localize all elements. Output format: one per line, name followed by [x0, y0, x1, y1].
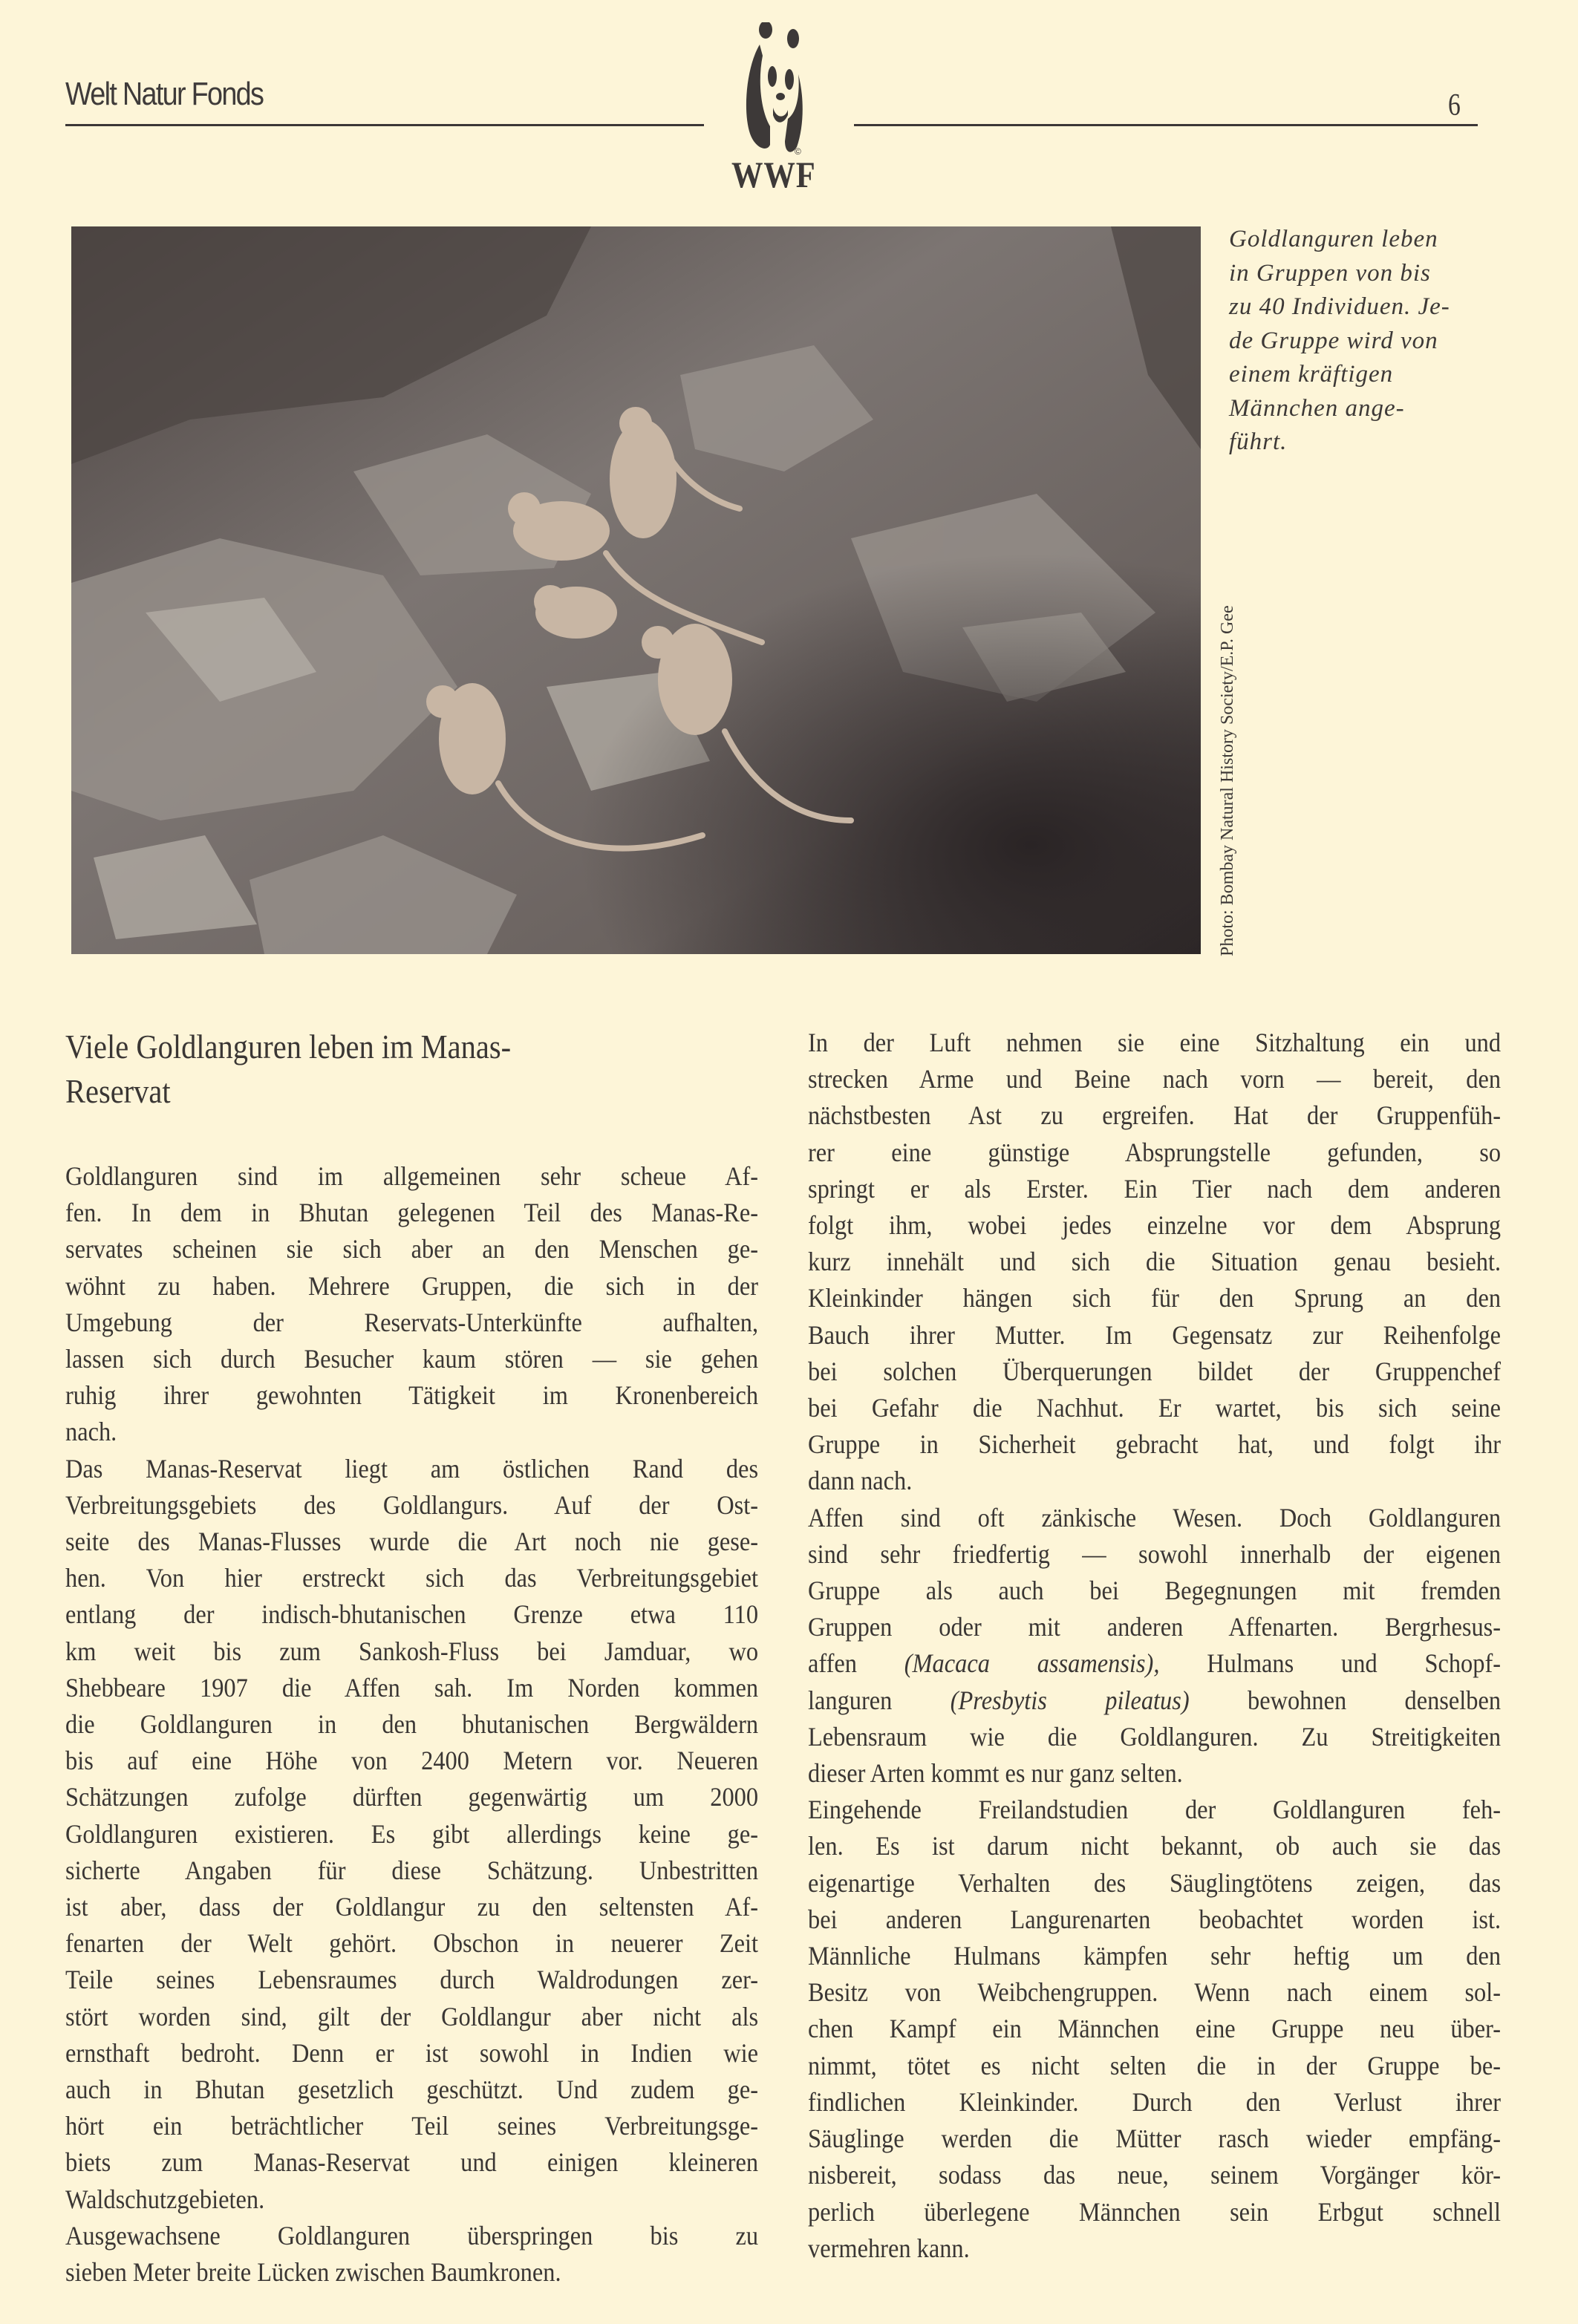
panda-icon	[717, 22, 843, 156]
svg-text:©: ©	[795, 146, 801, 156]
text-line: In der Luft nehmen sie eine Sitzhaltung ein und	[808, 1028, 1502, 1057]
text-line: hen. Von hier erstreckt sich das Verbreitungsgebiet	[65, 1563, 759, 1593]
text-line: ernsthaft bedroht. Denn er ist sowohl in Indien wie	[65, 2037, 759, 2068]
text-line: folgt ihm, wobei jedes einzelne vor dem Absprung	[808, 1210, 1502, 1241]
photo-image	[71, 226, 1201, 954]
text-line: hört ein beträchtlicher Teil seines Verbreitungsge-	[65, 2111, 759, 2141]
text-line: Kleinkinder hängen sich für den Sprung an den	[808, 1283, 1502, 1313]
caption-line: zu 40 Individuen. Je-	[1229, 293, 1450, 320]
langur-photo	[71, 226, 1201, 954]
text-line: km weit bis zum Sankosh-Fluss bei Jamduar, wo	[65, 1636, 759, 1666]
text-line: entlang der indisch-bhutanischen Grenze etwa 110	[65, 1599, 759, 1630]
text-line: springt er als Erster. Ein Tier nach dem anderen	[808, 1173, 1502, 1204]
text-line: affen (Macaca assamensis), Hulmans und Schopf-	[808, 1648, 1502, 1679]
text-line: ist aber, dass der Goldlangur zu den seltensten Af-	[65, 1892, 759, 1922]
caption-line: Männchen ange-	[1229, 394, 1405, 422]
text-line: ruhig ihrer gewohnten Tätigkeit im Kronenbereich	[65, 1380, 759, 1411]
text-line: Shebbeare 1907 die Affen sah. Im Norden kommen	[65, 1672, 759, 1703]
caption-line: de Gruppe wird von	[1229, 327, 1438, 354]
text-line: Besitz von Weibchengruppen. Wenn nach einem sol-	[808, 1977, 1502, 2008]
text-line: eigenartige Verhalten des Säuglingtötens zeigen, das	[808, 1867, 1502, 1898]
page-number: 6	[1448, 88, 1461, 123]
text-line: Eingehende Freilandstudien der Goldlanguren feh-	[808, 1795, 1502, 1825]
text-line: nächstbesten Ast zu ergreifen. Hat der Gruppenfüh-	[808, 1100, 1502, 1131]
text-line: strecken Arme und Beine nach vorn — bereit, den	[808, 1064, 1502, 1094]
text-line: Schätzungen zufolge dürften gegenwärtig um 2000	[65, 1782, 759, 1812]
text-line: Gruppe als auch bei Begegnungen mit fremden	[808, 1576, 1502, 1606]
heading-line: Viele Goldlanguren leben im Manas-	[65, 1028, 512, 1065]
text-line: Lebensraum wie die Goldlanguren. Zu Streitigkeiten	[808, 1721, 1502, 1752]
text-line: kurz innehält und sich die Situation genau besieht.	[808, 1247, 1502, 1277]
text-line: stört worden sind, gilt der Goldlangur aber nicht als	[65, 2001, 759, 2031]
caption-line: in Gruppen von bis	[1229, 259, 1431, 287]
text-line: auch in Bhutan gesetzlich geschützt. Und zudem ge-	[65, 2075, 759, 2105]
text-line: bis auf eine Höhe von 2400 Metern vor. Neueren	[65, 1746, 759, 1776]
text-line: chen Kampf ein Männchen eine Gruppe neu über-	[808, 2014, 1502, 2044]
caption-line: Goldlanguren leben	[1229, 226, 1438, 252]
header-rule-right	[854, 124, 1478, 126]
text-line: biets zum Manas-Reservat und einigen kleineren	[65, 2147, 759, 2178]
article-column-left	[65, 1158, 759, 2291]
text-line: die Goldlanguren in den bhutanischen Bergwäldern	[65, 1709, 759, 1740]
text-line: fenarten der Welt gehört. Obschon in neuerer Zeit	[65, 1928, 759, 1959]
text-line: rer eine günstige Absprungstelle gefunden, so	[808, 1137, 1502, 1167]
text-line: Ausgewachsene Goldlanguren überspringen bis zu	[65, 2220, 759, 2250]
text-line: sieben Meter breite Lücken zwischen Baumkronen.	[65, 2257, 561, 2288]
text-line: nisbereit, sodass das neue, seinem Vorgänger kör-	[808, 2160, 1502, 2190]
text-line: Umgebung der Reservats-Unterkünfte aufhalten,	[65, 1307, 759, 1337]
text-line: sind sehr friedfertig — sowohl innerhalb der eigenen	[808, 1538, 1502, 1569]
text-line: len. Es ist darum nicht bekannt, ob auch sie das	[808, 1831, 1502, 1861]
text-line: Gruppe in Sicherheit gebracht hat, und folgt ihr	[808, 1429, 1502, 1460]
header-org-name: Welt Natur Fonds	[65, 76, 264, 112]
text-line: languren (Presbytis pileatus) bewohnen denselben	[808, 1685, 1502, 1715]
text-line: Das Manas-Reservat liegt am östlichen Rand des	[65, 1453, 759, 1483]
text-line: findlichen Kleinkinder. Durch den Verlust ihrer	[808, 2086, 1502, 2117]
text-line: Waldschutzgebieten.	[65, 2184, 265, 2214]
photo-credit: Photo: Bombay Natural History Society/E.P. Gee	[1218, 605, 1237, 956]
article-heading	[65, 1025, 679, 1114]
text-line: vermehren kann.	[808, 2233, 970, 2263]
text-line: Affen sind oft zänkische Wesen. Doch Goldlanguren	[808, 1502, 1502, 1533]
text-line: bei anderen Langurenarten beobachtet worden ist.	[808, 1904, 1502, 1934]
species-name: (Presbytis pileatus)	[950, 1685, 1190, 1715]
wwf-logo-text: WWF	[731, 154, 816, 195]
text-line: sicherte Angaben für diese Schätzung. Unbestritten	[65, 1855, 759, 1885]
text-line: seite des Manas-Flusses wurde die Art noch nie gese-	[65, 1527, 759, 1557]
text-line: lassen sich durch Besucher kaum stören — sie gehen	[65, 1344, 759, 1374]
text-line: nimmt, tötet es nicht selten die in der Gruppe be-	[808, 2050, 1502, 2080]
text-line: Säuglinge werden die Mütter rasch wieder empfäng-	[808, 2124, 1502, 2154]
text-line: wöhnt zu haben. Mehrere Gruppen, die sich in der	[65, 1270, 759, 1301]
text-line: Bauch ihrer Mutter. Im Gegensatz zur Reihenfolge	[808, 1319, 1502, 1350]
text-line: servates scheinen sie sich aber an den Menschen ge-	[65, 1234, 759, 1264]
photo-caption	[1229, 223, 1504, 460]
text-line: nach.	[65, 1417, 117, 1447]
text-line: perlich überlegene Männchen sein Erbgut schnell	[808, 2196, 1502, 2227]
text-line: Teile seines Lebensraumes durch Waldrodungen zer-	[65, 1965, 759, 1995]
text-line: dann nach.	[808, 1466, 913, 1496]
text-line: Goldlanguren sind im allgemeinen sehr scheue Af-	[65, 1161, 759, 1191]
header-rule-left	[65, 124, 704, 126]
text-line: bei Gefahr die Nachhut. Er wartet, bis sich seine	[808, 1393, 1502, 1423]
text-line: fen. In dem in Bhutan gelegenen Teil des Manas-Re-	[65, 1198, 759, 1228]
text-line: dieser Arten kommt es nur ganz selten.	[808, 1758, 1183, 1789]
text-line: Goldlanguren existieren. Es gibt allerdings keine ge-	[65, 1818, 759, 1849]
article-column-right	[808, 1025, 1502, 2267]
text-line: Gruppen oder mit anderen Affenarten. Bergrhesus-	[808, 1612, 1502, 1642]
heading-line: Reservat	[65, 1072, 171, 1110]
text-line: Männliche Hulmans kämpfen sehr heftig um den	[808, 1941, 1502, 1971]
text-line: bei solchen Überquerungen bildet der Gruppenchef	[808, 1356, 1502, 1386]
text-line: Verbreitungsgebiets des Goldlangurs. Auf der Ost-	[65, 1489, 759, 1520]
caption-line: einem kräftigen	[1229, 361, 1394, 388]
caption-line: führt.	[1229, 428, 1288, 455]
species-name: (Macaca assamensis),	[904, 1648, 1160, 1679]
